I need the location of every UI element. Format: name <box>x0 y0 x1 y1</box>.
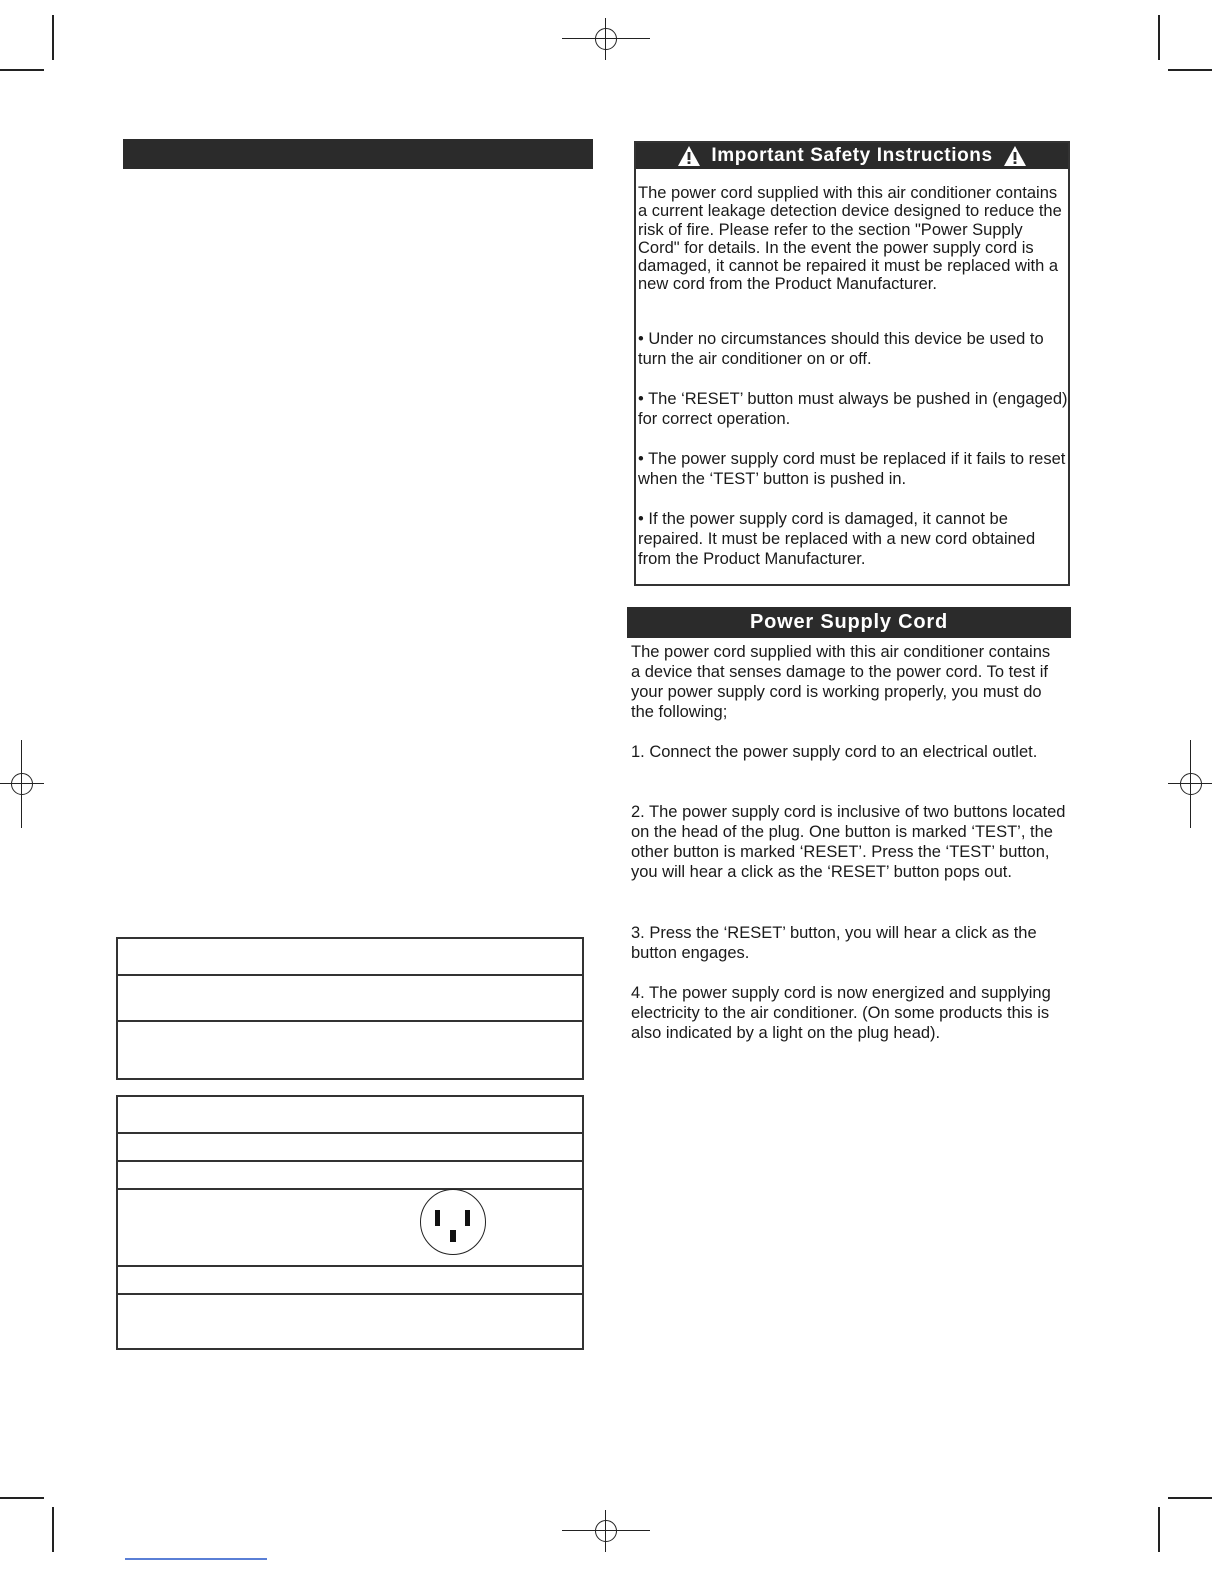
safety-intro: The power cord supplied with this air conditioner contains a current leakage detection device designed to reduce the risk of fire. Please refer to the section "Power Supply Cord" for details. In the event the power supply cord is damaged, it cannot be repaired it must be replaced with a new cord from the Product Manufacturer. <box>638 184 1062 294</box>
spec-row <box>118 1097 582 1134</box>
safety-title: Important Safety Instructions <box>711 145 993 166</box>
power-cord-step: 4. The power supply cord is now energized and supplying electricity to the air conditioner. (On some products this is also indicated by a light on the plug head). <box>631 984 1051 1043</box>
spec-row <box>118 1132 582 1162</box>
power-cord-header <box>627 607 1071 638</box>
power-cord-intro: The power cord supplied with this air conditioner contains a device that senses damage to the power cord. To test if your power supply cord is working properly, you must do the following; <box>631 643 1051 722</box>
spec-row <box>118 939 582 976</box>
spec-row <box>118 1160 582 1190</box>
electrical-outlet-icon <box>420 1189 486 1255</box>
spec-row <box>118 1188 582 1267</box>
warning-triangle-icon <box>677 145 701 167</box>
left-section-header-bar <box>123 139 593 169</box>
power-cord-step: 1. Connect the power supply cord to an electrical outlet. <box>631 743 1038 761</box>
spec-row <box>118 974 582 1022</box>
safety-header <box>636 143 1068 169</box>
safety-bullet: • If the power supply cord is damaged, it cannot be repaired. It must be replaced with a new cord obtained from the Product Manufacturer. <box>638 510 1036 568</box>
safety-bullet: • The power supply cord must be replaced if it fails to reset when the ‘TEST’ button is pushed in. <box>638 450 1066 488</box>
spec-table-1 <box>116 937 584 1080</box>
power-cord-step: 2. The power supply cord is inclusive of two buttons located on the head of the plug. One button is marked ‘TEST’, the other button is marked ‘RESET’. Press the ‘TEST’ button, you will hear a click as the ‘RESET’ button pops out. <box>631 803 1066 882</box>
power-cord-title: Power Supply Cord <box>749 611 949 633</box>
footer-rule <box>125 1558 267 1560</box>
warning-triangle-icon <box>1003 145 1027 167</box>
safety-instructions-box <box>634 141 1070 586</box>
spec-table-2 <box>116 1095 584 1350</box>
safety-bullet: • The ‘RESET’ button must always be pushed in (engaged) for correct operation. <box>638 390 1068 428</box>
spec-row <box>118 1265 582 1295</box>
safety-bullet: • Under no circumstances should this device be used to turn the air conditioner on or off. <box>638 330 1044 368</box>
power-cord-step: 3. Press the ‘RESET’ button, you will hear a click as the button engages. <box>631 924 1037 963</box>
